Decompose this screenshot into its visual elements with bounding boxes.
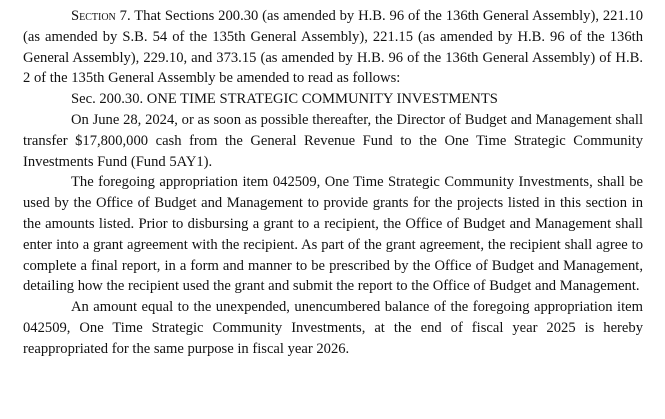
body-paragraph: On June 28, 2024, or as soon as possible thereafter, the Director of Budget and Management shall transfer $17,800,000 cash from the General Revenue Fund to the One Time Strategic Community Investments Fund (Fund 5AY1). <box>23 111 643 170</box>
section-label: Section <box>71 8 116 24</box>
subsection-heading: Sec. 200.30. ONE TIME STRATEGIC COMMUNITY INVESTMENTS <box>71 91 498 108</box>
section-paragraph <box>23 6 643 89</box>
section-text: That Sections 200.30 (as amended by H.B. 96 of the 136th General Assembly), 221.10 (as amended by S.B. 54 of the 135th General Assembly), 221.15 (as amended by H.B. 96 of the 136th General Assembly), 229.10, and 373.15 (as amended by H.B. 96 of the 136th General Assembly) of H.B. 2 of the 135th General Assembly be amended to read as follows: <box>23 8 643 87</box>
body-paragraph: An amount equal to the unexpended, unencumbered balance of the foregoing appropriation item 042509, One Time Strategic Community Investments, at the end of fiscal year 2025 is hereby reappropriated for the same purpose in fiscal year 2026. <box>23 299 643 357</box>
body-paragraph: The foregoing appropriation item 042509, One Time Strategic Community Investments, shall be used by the Office of Budget and Management to provide grants for the projects listed in this section in the amounts listed. Prior to disbursing a grant to a recipient, the Office of Budget and Management shall enter into a grant agreement with the recipient. As part of the grant agreement, the recipient shall agree to complete a final report, in a form and manner to be prescribed by the Office of Budget and Management, detailing how the recipient used the grant and submit the report to the Office of Budget and Management. <box>23 174 643 295</box>
section-number: 7. <box>119 8 131 24</box>
